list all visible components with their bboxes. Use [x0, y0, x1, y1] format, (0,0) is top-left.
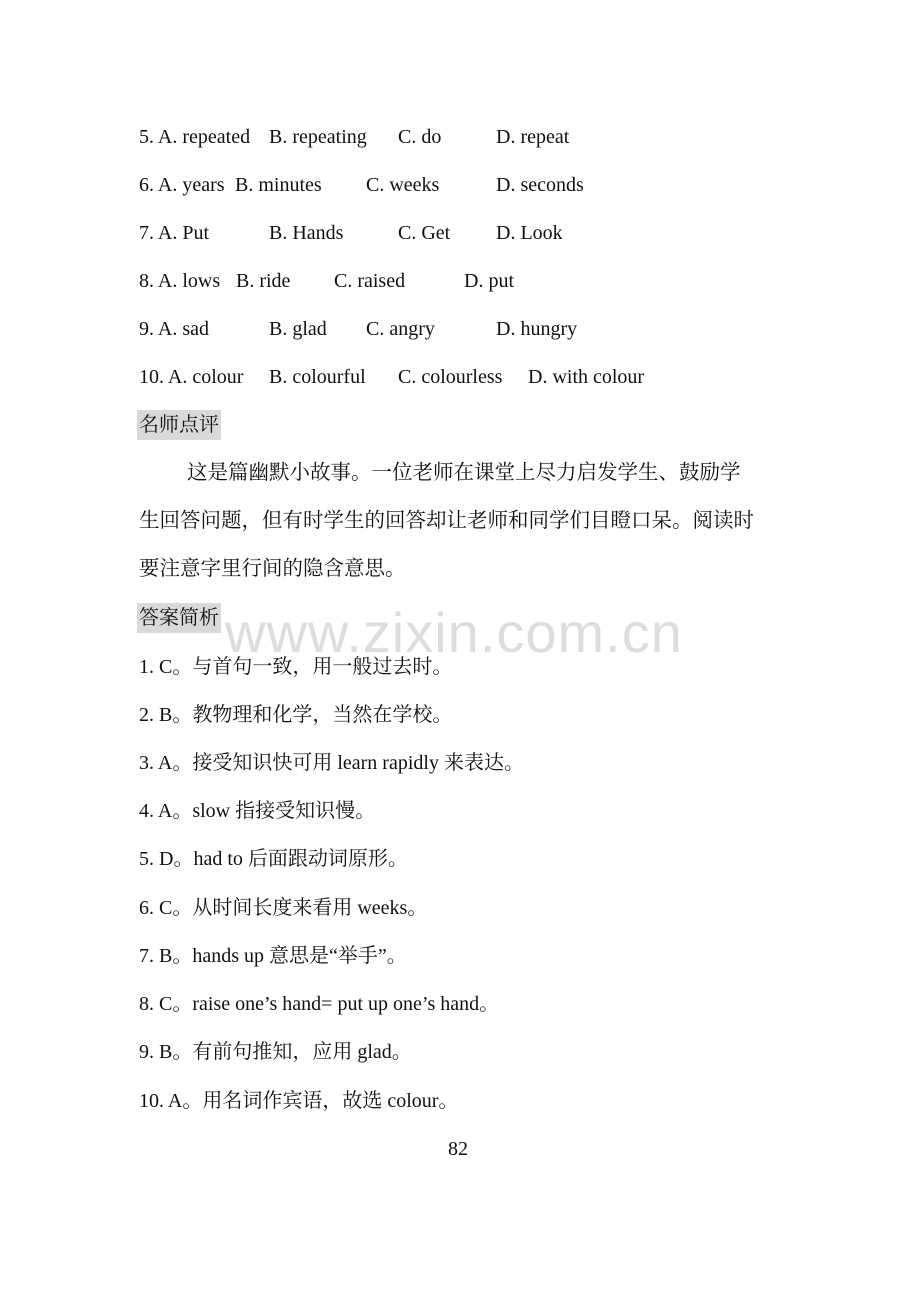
question-5-b: B. repeating — [269, 126, 367, 148]
question-10-a: 10. A. colour — [139, 366, 244, 388]
review-line-3: 要注意字里行间的隐含意思。 — [139, 558, 406, 580]
question-5-d: D. repeat — [496, 126, 570, 148]
question-7-a: 7. A. Put — [139, 222, 210, 244]
question-6-a: 6. A. years — [139, 174, 225, 196]
question-8-c: C. raised — [334, 270, 406, 292]
answer-item-5: 5. D。had to 后面跟动词原形。 — [139, 848, 408, 870]
review-heading: 名师点评 — [137, 410, 221, 440]
question-9-d: D. hungry — [496, 318, 578, 340]
question-10-b: B. colourful — [269, 366, 366, 388]
answer-item-3: 3. A。接受知识快可用 learn rapidly 来表达。 — [139, 752, 524, 774]
answer-item-1: 1. C。与首句一致，用一般过去时。 — [139, 656, 453, 678]
watermark: www.zixin.com.cn — [225, 601, 683, 664]
answer-item-6: 6. C。从时间长度来看用 weeks。 — [139, 897, 428, 919]
answer-item-9: 9. B。有前句推知，应用 glad。 — [139, 1041, 412, 1063]
question-9-a: 9. A. sad — [139, 318, 209, 340]
answer-item-4: 4. A。slow 指接受知识慢。 — [139, 800, 376, 822]
question-9-b: B. glad — [269, 318, 327, 340]
question-8-a: 8. A. lows — [139, 270, 221, 292]
answer-item-7: 7. B。hands up 意思是“举手”。 — [139, 945, 407, 967]
question-5-a: 5. A. repeated — [139, 126, 251, 148]
answer-item-8: 8. C。raise one’s hand= put up one’s hand。 — [139, 993, 500, 1015]
answer-item-2: 2. B。教物理和化学，当然在学校。 — [139, 704, 453, 726]
question-6-c: C. weeks — [366, 174, 440, 196]
question-9-c: C. angry — [366, 318, 435, 340]
question-8-b: B. ride — [236, 270, 291, 292]
review-line-2: 生回答问题，但有时学生的回答却让老师和同学们目瞪口呆。阅读时 — [139, 510, 754, 532]
question-10-c: C. colourless — [398, 366, 503, 388]
question-6-b: B. minutes — [235, 174, 322, 196]
answers-heading: 答案简析 — [137, 603, 221, 633]
page-number: 82 — [448, 1138, 468, 1160]
question-6-d: D. seconds — [496, 174, 584, 196]
question-7-c: C. Get — [398, 222, 451, 244]
review-line-1: 这是篇幽默小故事。一位老师在课堂上尽力启发学生、鼓励学 — [187, 462, 741, 484]
question-8-d: D. put — [464, 270, 514, 292]
question-10-d: D. with colour — [528, 366, 645, 388]
question-7-d: D. Look — [496, 222, 563, 244]
answer-item-10: 10. A。用名词作宾语，故选 colour。 — [139, 1090, 459, 1112]
question-5-c: C. do — [398, 126, 442, 148]
question-7-b: B. Hands — [269, 222, 344, 244]
